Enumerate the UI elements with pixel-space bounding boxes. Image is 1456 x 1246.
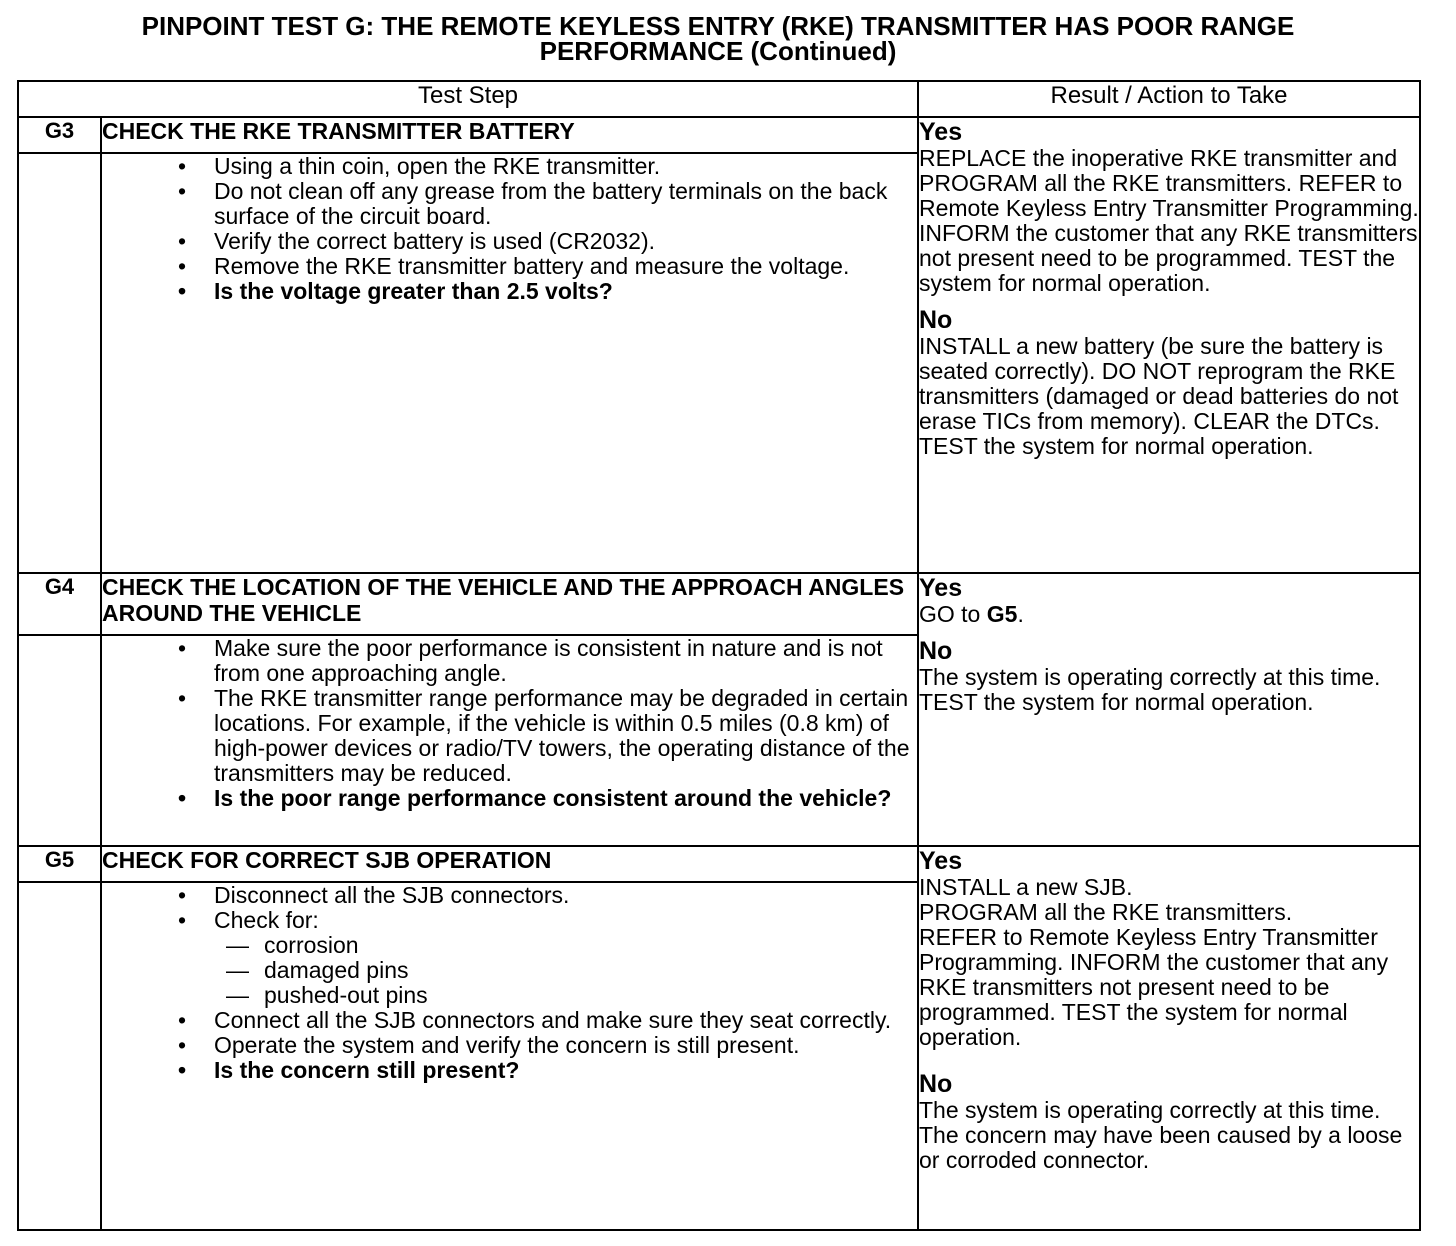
step-id: G4 (18, 573, 101, 635)
yes-action: INSTALL a new SJB. (919, 874, 1133, 900)
yes-label: Yes (919, 118, 963, 146)
step-g3-heading-row (18, 117, 1420, 153)
yes-action-program: PROGRAM all the RKE transmitters. (919, 899, 1293, 925)
step-id: G5 (18, 846, 101, 882)
bullet-icon: • (178, 785, 187, 811)
list-item: • Do not clean off any grease from the battery terminals on the back surface of the circuit board. (178, 178, 888, 229)
bullet-icon: • (178, 1032, 187, 1058)
step-question: • Is the voltage greater than 2.5 volts? (178, 278, 613, 304)
instruction-list (102, 154, 917, 304)
step-g5-heading-row (18, 846, 1420, 882)
sub-list-item: — damaged pins (226, 957, 409, 983)
sub-list-item: — pushed-out pins (226, 982, 428, 1008)
table-header-row (18, 81, 1420, 117)
list-item: • Connect all the SJB connectors and make sure they seat correctly. (178, 1007, 892, 1033)
header-test-step: Test Step (18, 81, 918, 117)
pinpoint-test-table (17, 80, 1421, 1231)
list-item: • Operate the system and verify the concern is still present. (178, 1032, 800, 1058)
title-line-2: PERFORMANCE (Continued) (539, 36, 897, 66)
list-item: • Remove the RKE transmitter battery and measure the voltage. (178, 253, 850, 279)
step-heading: CHECK FOR CORRECT SJB OPERATION (101, 846, 918, 882)
bullet-icon: • (178, 685, 187, 711)
dash-icon: — (226, 957, 249, 983)
step-question: • Is the poor range performance consistent around the vehicle? (178, 785, 892, 811)
bullet-icon: • (178, 635, 187, 661)
sub-list-item: — corrosion (226, 932, 359, 958)
bullet-icon: • (178, 253, 187, 279)
bullet-icon: • (178, 1007, 187, 1033)
step-heading: CHECK THE RKE TRANSMITTER BATTERY (101, 117, 918, 153)
step-g3-result (918, 117, 1420, 573)
bullet-icon: • (178, 278, 187, 304)
bullet-icon: • (178, 228, 187, 254)
yes-action-inform: INFORM the customer that any RKE transmitters not present need to be programmed. TEST the system for normal operation. (919, 220, 1418, 296)
bullet-icon: • (178, 178, 187, 204)
list-item: • Using a thin coin, open the RKE transmitter. (178, 153, 661, 179)
bullet-icon: • (178, 1057, 187, 1083)
header-result: Result / Action to Take (918, 81, 1420, 117)
yes-action: GO to G5. (919, 601, 1024, 627)
list-item: • Disconnect all the SJB connectors. (178, 882, 570, 908)
no-label: No (919, 1070, 953, 1098)
page-title (18, 11, 1418, 66)
no-label: No (919, 637, 953, 665)
dash-icon: — (226, 982, 249, 1008)
list-item: • Check for: (178, 907, 319, 933)
no-action: The system is operating correctly at this time. The concern may have been caused by a loose or corroded connector. (919, 1097, 1403, 1173)
step-g5-instructions (101, 882, 918, 1230)
instruction-list (102, 883, 917, 1083)
step-heading: CHECK THE LOCATION OF THE VEHICLE AND THE APPROACH ANGLES AROUND THE VEHICLE (101, 573, 918, 635)
yes-action: REPLACE the inoperative RKE transmitter and PROGRAM all the RKE transmitters. REFER to Remote Keyless Entry Transmitter Programming. (919, 145, 1419, 221)
step-id: G3 (18, 117, 101, 153)
instruction-list (102, 636, 917, 811)
bullet-icon: • (178, 882, 187, 908)
list-item: • Make sure the poor performance is consistent in nature and is not from one approaching angle. (178, 635, 883, 686)
bullet-icon: • (178, 153, 187, 179)
no-label: No (919, 306, 953, 334)
step-g4-heading-row (18, 573, 1420, 635)
step-g4-instructions (101, 635, 918, 846)
dash-icon: — (226, 932, 249, 958)
yes-label: Yes (919, 847, 963, 875)
list-item: • Verify the correct battery is used (CR2032). (178, 228, 656, 254)
step-question: • Is the concern still present? (178, 1057, 520, 1083)
list-item: • The RKE transmitter range performance may be degraded in certain locations. For example, if the vehicle is within 0.5 miles (0.8 km) of high-power devices or radio/TV towers, the operating distance of the transmitters may be reduced. (178, 685, 910, 786)
yes-action-refer: REFER to Remote Keyless Entry Transmitter Programming. INFORM the customer that any RKE transmitters not present need to be programmed. TEST the system for normal operation. (919, 924, 1389, 1050)
step-g5-result (918, 846, 1420, 1230)
title-line-1: PINPOINT TEST G: THE REMOTE KEYLESS ENTRY (RKE) TRANSMITTER HAS POOR RANGE (141, 11, 1295, 41)
no-action: The system is operating correctly at this time. TEST the system for normal operation. (919, 664, 1381, 715)
step-reference-link[interactable]: G5 (986, 601, 1018, 627)
step-g3-instructions (101, 153, 918, 573)
step-g4-result (918, 573, 1420, 846)
bullet-icon: • (178, 907, 187, 933)
yes-label: Yes (919, 574, 963, 602)
no-action: INSTALL a new battery (be sure the battery is seated correctly). DO NOT reprogram the RKE transmitters (damaged or dead batteries do not erase TICs from memory). CLEAR the DTCs. TEST the system for normal operation. (919, 333, 1399, 459)
